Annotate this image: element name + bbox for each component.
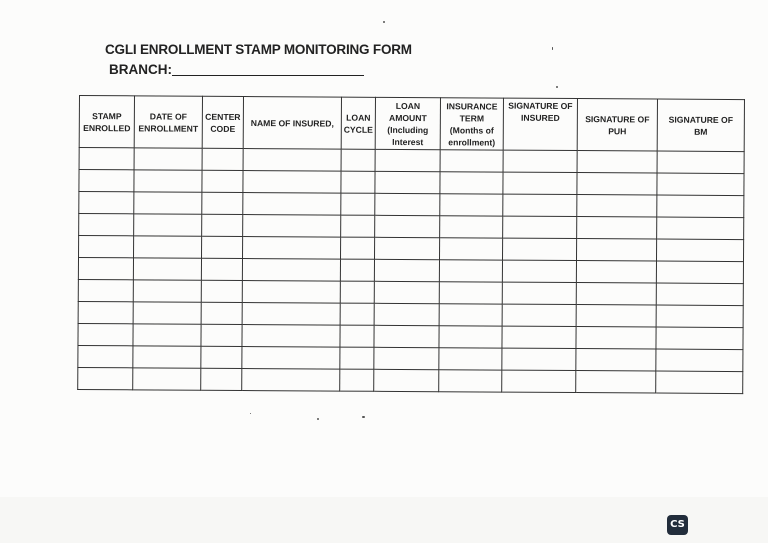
table-cell — [133, 280, 201, 302]
branch-fill-line — [172, 75, 364, 76]
table-cell — [201, 280, 242, 302]
table-cell — [375, 171, 440, 193]
table-cell — [133, 346, 201, 368]
table-cell — [576, 305, 656, 327]
table-cell — [202, 236, 243, 258]
table-cell — [242, 303, 340, 326]
table-cell — [202, 192, 243, 214]
table-cell — [201, 346, 242, 368]
scan-speck — [552, 47, 553, 50]
table-cell — [375, 215, 440, 237]
table-cell — [134, 170, 202, 192]
scan-speck — [317, 418, 319, 420]
table-cell — [576, 239, 656, 261]
table-cell — [202, 170, 243, 192]
enrollment-table — [77, 95, 745, 394]
table-cell — [133, 302, 201, 324]
table-cell — [502, 260, 576, 282]
table-cell — [78, 279, 133, 301]
table-cell — [78, 345, 133, 367]
table-cell — [440, 172, 503, 194]
table-cell — [79, 192, 134, 214]
scan-speck — [556, 86, 558, 88]
table-cell — [242, 325, 340, 348]
table-cell — [79, 148, 134, 170]
table-cell — [576, 283, 656, 305]
table-cell — [341, 171, 375, 193]
table-cell — [577, 151, 657, 173]
table-row — [78, 367, 743, 393]
table-cell — [133, 258, 201, 280]
table-cell — [375, 193, 440, 215]
header-signature-of-bm: SIGNATURE OF BM — [657, 99, 744, 152]
table-cell — [374, 369, 439, 391]
table-cell — [502, 304, 576, 326]
header-insurance-term: INSURANCE TERM (Months of enrollment) — [440, 98, 503, 150]
table-cell — [243, 171, 341, 194]
table-cell — [439, 348, 502, 370]
table-cell — [242, 368, 340, 391]
form-title: CGLI ENROLLMENT STAMP MONITORING FORM — [105, 42, 412, 57]
table-cell — [134, 214, 202, 236]
table-cell — [341, 149, 375, 171]
header-signature-of-puh: SIGNATURE OF PUH — [577, 99, 657, 151]
table-cell — [133, 324, 201, 346]
table-cell — [439, 304, 502, 326]
table-cell — [576, 261, 656, 283]
table-cell — [201, 324, 242, 346]
table-cell — [341, 237, 375, 259]
header-loan-amount: LOAN AMOUNT (Including Interest — [375, 97, 440, 149]
table-cell — [340, 281, 374, 303]
table-cell — [656, 261, 743, 284]
table-cell — [340, 259, 374, 281]
table-cell — [576, 371, 656, 393]
camscanner-logo: CS — [667, 515, 688, 535]
table-cell — [79, 170, 134, 192]
table-cell — [502, 348, 576, 370]
table-cell — [502, 282, 576, 304]
table-cell — [656, 371, 743, 394]
table-cell — [341, 215, 375, 237]
table-cell — [657, 195, 744, 218]
table-cell — [243, 237, 341, 260]
table-cell — [374, 325, 439, 347]
table-cell — [440, 194, 503, 216]
table-cell — [502, 326, 576, 348]
table-cell — [243, 215, 341, 238]
header-row — [79, 96, 744, 152]
table-body — [78, 148, 744, 394]
table-cell — [134, 236, 202, 258]
table-cell — [439, 260, 502, 282]
table-cell — [78, 258, 133, 280]
table-cell — [503, 216, 577, 238]
table-cell — [656, 349, 743, 372]
table-cell — [243, 193, 341, 216]
table-cell — [656, 239, 743, 262]
scan-speck — [250, 413, 251, 414]
table-cell — [340, 303, 374, 325]
table-cell — [78, 301, 133, 323]
table-cell — [440, 238, 503, 260]
table-cell — [502, 238, 576, 260]
table-cell — [440, 216, 503, 238]
table-cell — [374, 303, 439, 325]
header-stamp-enrolled: STAMP ENROLLED — [79, 96, 134, 148]
header-signature-of-insured: SIGNATURE OF INSURED — [503, 98, 577, 150]
table-cell — [503, 194, 577, 216]
scan-speck — [362, 416, 365, 418]
table-cell — [242, 347, 340, 370]
table-cell — [134, 148, 202, 170]
table-cell — [243, 149, 341, 172]
table-cell — [79, 214, 134, 236]
table-cell — [439, 282, 502, 304]
table-cell — [134, 192, 202, 214]
table-cell — [340, 325, 374, 347]
table-cell — [374, 281, 439, 303]
table-cell — [375, 149, 440, 171]
table-cell — [439, 370, 502, 392]
table-cell — [577, 173, 657, 195]
table-cell — [201, 258, 242, 280]
table-cell — [577, 195, 657, 217]
table-cell — [657, 151, 744, 174]
table-cell — [440, 150, 503, 172]
table-cell — [503, 150, 577, 172]
header-center-code: CENTER CODE — [202, 96, 243, 148]
table-cell — [374, 347, 439, 369]
table-cell — [340, 347, 374, 369]
header-date-of-enrollment: DATE OF ENROLLMENT — [134, 96, 202, 148]
table-cell — [656, 305, 743, 328]
table-cell — [577, 217, 657, 239]
branch-label: BRANCH: — [109, 62, 172, 77]
table-cell — [242, 259, 340, 282]
table-cell — [341, 193, 375, 215]
table-cell — [79, 236, 134, 258]
table-cell — [242, 281, 340, 304]
table-cell — [202, 214, 243, 236]
table-cell — [657, 217, 744, 240]
table-cell — [202, 148, 243, 170]
table-cell — [503, 172, 577, 194]
header-loan-cycle: LOAN CYCLE — [341, 97, 375, 149]
table-cell — [656, 283, 743, 306]
header-name-of-insured: NAME OF INSURED, — [243, 97, 341, 150]
table-cell — [340, 369, 374, 391]
scan-speck — [383, 21, 385, 23]
table-cell — [78, 323, 133, 345]
table-cell — [374, 259, 439, 281]
table-cell — [201, 368, 242, 390]
table-cell — [201, 302, 242, 324]
table-cell — [133, 368, 201, 390]
table-cell — [576, 349, 656, 371]
table-cell — [502, 370, 576, 392]
table-cell — [657, 173, 744, 196]
table-cell — [78, 367, 133, 389]
table-cell — [375, 237, 440, 259]
table-cell — [576, 327, 656, 349]
table-cell — [439, 326, 502, 348]
table-cell — [656, 327, 743, 350]
